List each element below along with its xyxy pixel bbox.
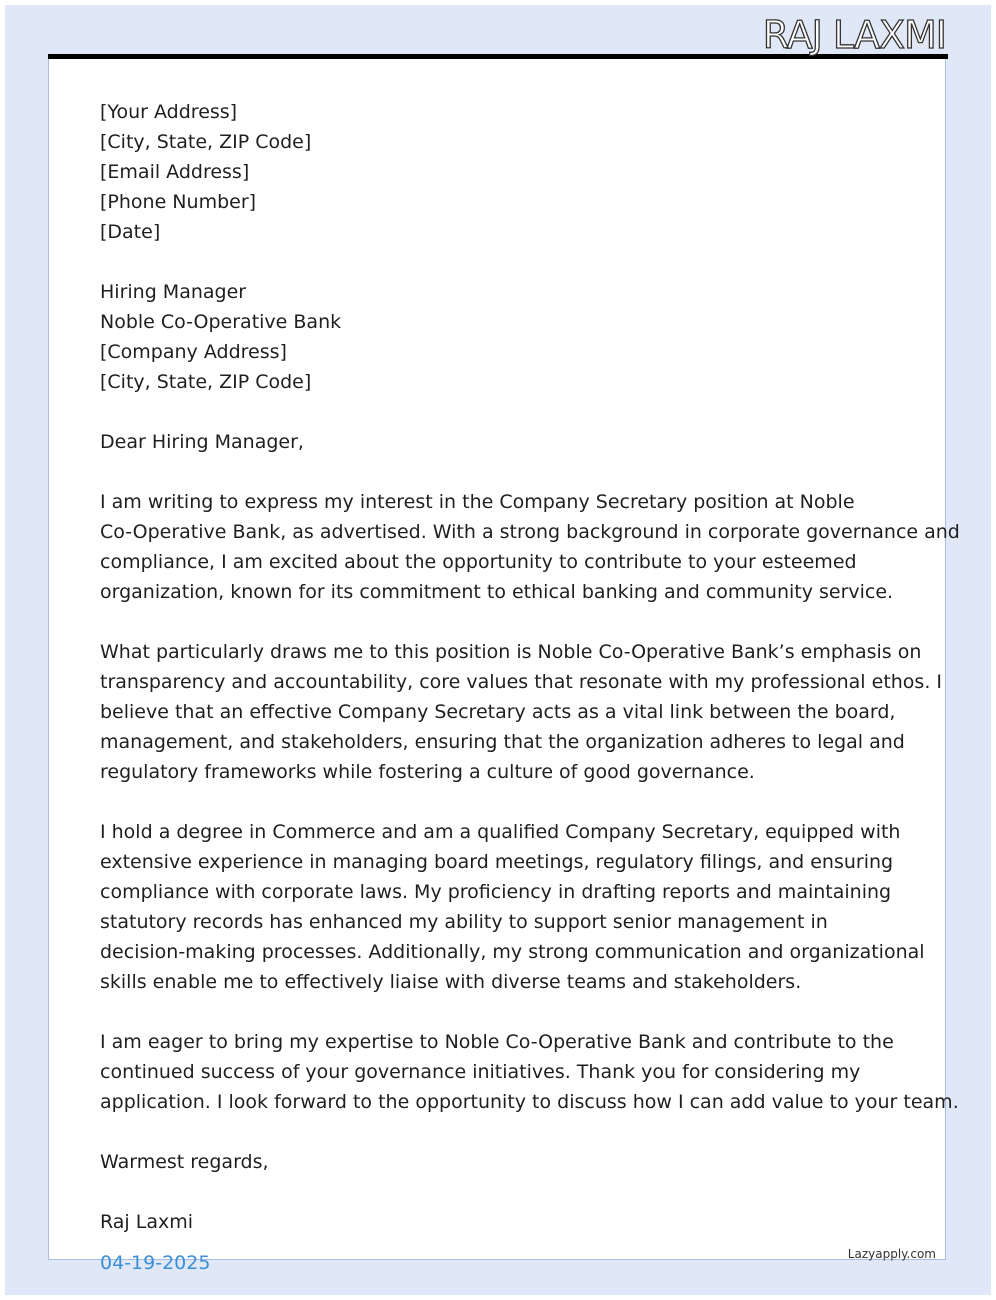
paragraph-line: I am writing to express my interest in the Company Secretary position at Noble — [100, 491, 855, 513]
sender-city-state-zip: [City, State, ZIP Code] — [100, 131, 312, 153]
paragraph-line: compliance with corporate laws. My proficiency in drafting reports and maintaining — [100, 881, 892, 903]
paragraph-line: decision-making processes. Additionally, my strong communication and organizational — [100, 941, 925, 963]
recipient-city-state-zip: [City, State, ZIP Code] — [100, 371, 312, 393]
watermark: Lazyapply.com — [847, 1247, 936, 1261]
paragraph-line: believe that an effective Company Secretary acts as a vital link between the board, — [100, 701, 896, 723]
recipient-address: [Company Address] — [100, 341, 287, 363]
paragraph-line: I am eager to bring my expertise to Noble Co-Operative Bank and contribute to the — [100, 1031, 894, 1053]
signature: Raj Laxmi — [100, 1211, 194, 1233]
paragraph-line: I hold a degree in Commerce and am a qualified Company Secretary, equipped with — [100, 821, 901, 843]
sender-address: [Your Address] — [100, 101, 238, 123]
paragraph-line: regulatory frameworks while fostering a culture of good governance. — [100, 761, 755, 783]
sender-email: [Email Address] — [100, 161, 250, 183]
closing: Warmest regards, — [100, 1151, 269, 1173]
paragraph-line: continued success of your governance initiatives. Thank you for considering my — [100, 1061, 861, 1083]
recipient-title: Hiring Manager — [100, 281, 247, 303]
footer-date: 04-19-2025 — [100, 1252, 211, 1274]
paragraph-2 — [100, 637, 943, 787]
paragraph-line: management, and stakeholders, ensuring that the organization adheres to legal and — [100, 731, 905, 753]
paragraph-line: statutory records has enhanced my ability to support senior management in — [100, 911, 828, 933]
paragraph-line: application. I look forward to the opportunity to discuss how I can add value to your team. — [100, 1091, 959, 1113]
paragraph-line: transparency and accountability, core values that resonate with my professional ethos. I — [100, 671, 943, 693]
paragraph-4 — [100, 1027, 959, 1117]
paragraph-line: organization, known for its commitment to ethical banking and community service. — [100, 581, 894, 603]
paragraph-line: extensive experience in managing board meetings, regulatory filings, and ensuring — [100, 851, 894, 873]
recipient-company: Noble Co-Operative Bank — [100, 311, 342, 333]
sender-date: [Date] — [100, 221, 161, 243]
paragraph-line: skills enable me to effectively liaise with diverse teams and stakeholders. — [100, 971, 802, 993]
sender-phone: [Phone Number] — [100, 191, 257, 213]
paragraph-line: What particularly draws me to this position is Noble Co-Operative Bank’s emphasis on — [100, 641, 922, 663]
paragraph-line: compliance, I am excited about the opportunity to contribute to your esteemed — [100, 551, 857, 573]
paragraph-line: Co-Operative Bank, as advertised. With a strong background in corporate governance and — [100, 521, 960, 543]
cover-letter-body — [100, 97, 960, 1267]
header-name: RAJ LAXMI — [762, 13, 946, 57]
salutation: Dear Hiring Manager, — [100, 431, 304, 453]
paragraph-3 — [100, 817, 925, 997]
sender-block — [100, 97, 900, 247]
paragraph-1 — [100, 487, 960, 607]
recipient-block — [100, 277, 900, 397]
